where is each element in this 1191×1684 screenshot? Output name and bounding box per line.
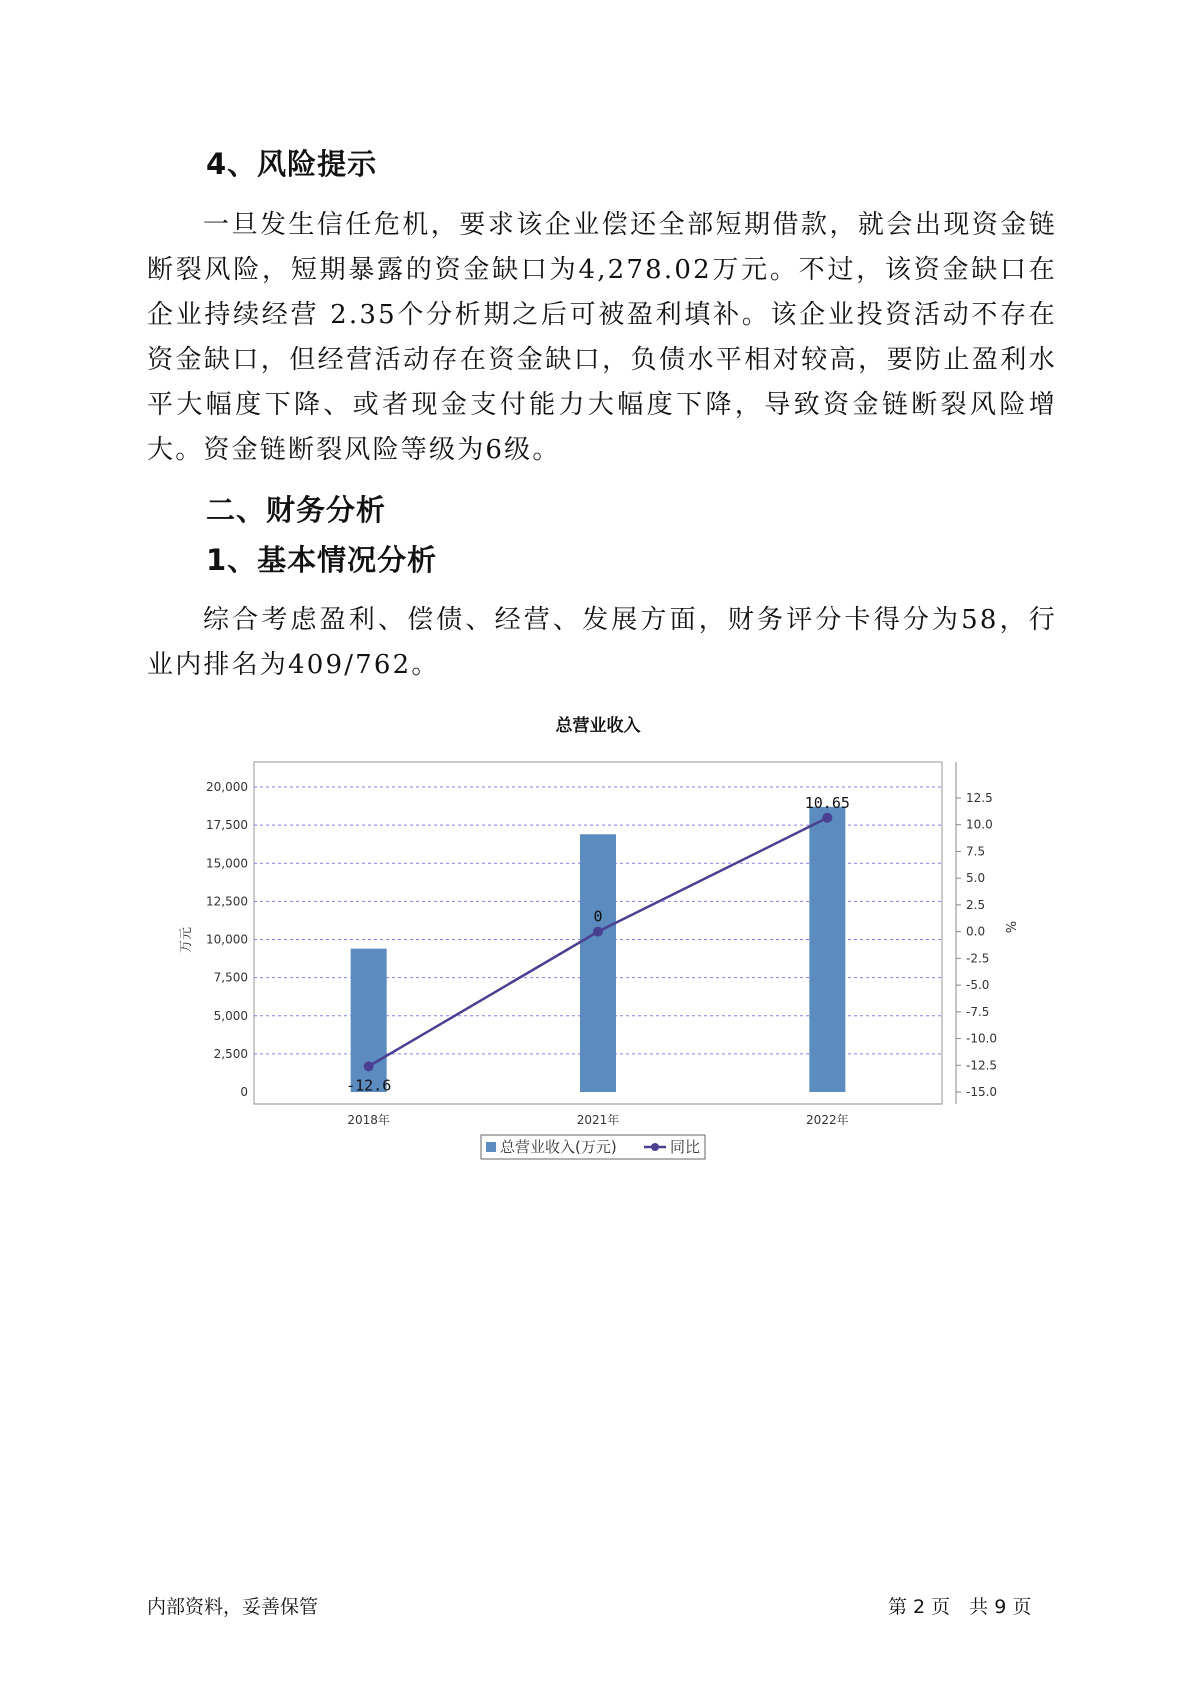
- y2-tick-label: -2.5: [966, 951, 990, 966]
- yoy-point: [364, 1061, 374, 1071]
- y-tick-label: 17,500: [206, 818, 248, 833]
- y2-tick-label: 7.5: [966, 844, 986, 859]
- y2-tick-label: 5.0: [966, 871, 986, 886]
- basic-paragraph: 综合考虑盈利、偿债、经营、发展方面，财务评分卡得分为58，行业内排名为409/762。: [147, 605, 1057, 680]
- footer-confidential: 内部资料，妥善保管: [147, 1596, 319, 1618]
- revenue-bar: [580, 834, 616, 1092]
- y2-tick-label: -5.0: [966, 978, 990, 993]
- y2-tick-label: -15.0: [966, 1085, 998, 1099]
- y-tick-label: 7,500: [213, 970, 248, 985]
- y-tick-label: 2,500: [213, 1046, 248, 1061]
- heading-risk-warning: 4、风险提示: [206, 147, 378, 181]
- y2-tick-label: 12.5: [966, 791, 993, 805]
- yoy-data-label: -12.6: [346, 1076, 392, 1095]
- legend-bar-swatch: [486, 1142, 496, 1152]
- y2-tick-label: -10.0: [966, 1031, 998, 1046]
- y-tick-label: 15,000: [206, 856, 248, 871]
- chart-title: 总营业收入: [555, 716, 641, 736]
- y2-tick-label: -7.5: [966, 1004, 990, 1019]
- heading-financial-analysis: 二、财务分析: [206, 493, 387, 527]
- legend-line-label: 同比: [670, 1138, 701, 1156]
- y-tick-label: 20,000: [206, 780, 248, 794]
- y2-axis-label: %: [1002, 920, 1017, 934]
- footer-page-number: 第 2 页 共 9 页: [888, 1596, 1032, 1618]
- revenue-chart: [170, 712, 1030, 1172]
- y-tick-label: 10,000: [206, 932, 248, 947]
- y-axis-label: 万元: [179, 926, 194, 954]
- yoy-point: [822, 813, 832, 823]
- yoy-point: [593, 927, 603, 937]
- x-tick-label: 2018年: [347, 1113, 390, 1127]
- legend-bar-label: 总营业收入(万元): [500, 1138, 617, 1156]
- heading-basic-analysis: 1、基本情况分析: [206, 543, 438, 577]
- x-tick-label: 2022年: [806, 1113, 849, 1127]
- y2-tick-label: 10.0: [966, 817, 993, 832]
- y2-tick-label: -12.5: [966, 1058, 998, 1073]
- legend-line-marker: [651, 1143, 659, 1151]
- y-tick-label: 5,000: [213, 1008, 248, 1023]
- yoy-data-label: 0: [593, 907, 603, 926]
- yoy-data-label: 10.65: [804, 793, 850, 812]
- y-tick-label: 12,500: [206, 894, 248, 909]
- y2-tick-label: 2.5: [966, 897, 986, 912]
- y-tick-label: 0: [240, 1085, 248, 1099]
- revenue-bar: [809, 807, 845, 1092]
- x-tick-label: 2021年: [576, 1113, 620, 1127]
- risk-paragraph: 一旦发生信任危机，要求该企业偿还全部短期借款，就会出现资金链断裂风险，短期暴露的资金缺口为4,278.02万元。不过，该资金缺口在企业持续经营 2.35个分析期之后可被盈利填补。该企业投资活动不存在资金缺口，但经营活动存在资金缺口，负债水平相对较高，要防止盈利水平大幅度下降、或者现金支付能力大幅度下降，导致资金链断裂风险增大。资金链断裂风险等级为6级。: [147, 210, 1057, 465]
- y2-tick-label: 0.0: [966, 924, 986, 939]
